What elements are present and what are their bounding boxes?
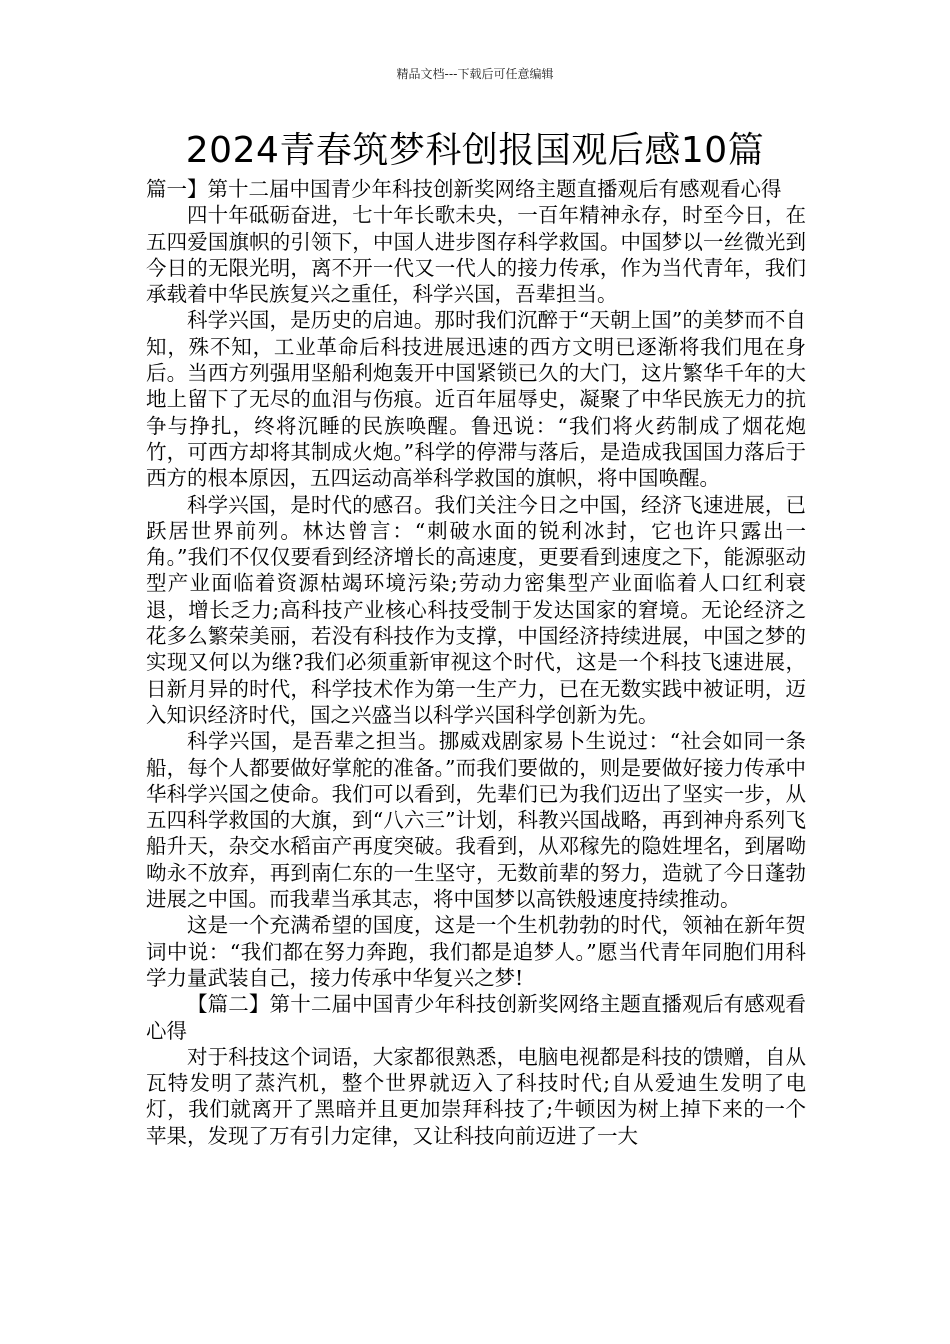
section-1-paragraph: 科学兴国，是历史的启迪。那时我们沉醉于“天朝上国”的美梦而不自知，殊不知，工业革命后科技进展迅速的西方文明已逐渐将我们甩在身后。当西方列强用坚船利炮轰开中国紧锁已久的大门，这片繁华千年的大地上留下了无尽的血泪与伤痕。近百年屈辱史，凝聚了中华民族无力的抗争与挣扎，终将沉睡的民族唤醒。鲁迅说：“我们将火药制成了烟花炮竹，可西方却将其制成火炮。”科学的停滞与落后，是造成我国国力落后于西方的根本原因，五四运动高举科学救国的旗帜，将中国唤醒。 [146,308,806,491]
section-1-paragraph: 科学兴国，是时代的感召。我们关注今日之中国，经济飞速进展，已跃居世界前列。林达曾言：“刺破水面的锐利冰封，它也许只露出一角。”我们不仅仅要看到经济增长的高速度，更要看到速度之下，能源驱动型产业面临着资源枯竭环境污染;劳动力密集型产业面临着人口红利衰退，增长乏力;高科技产业核心科技受制于发达国家的窘境。无论经济之花多么繁荣美丽，若没有科技作为支撑，中国经济持续进展，中国之梦的实现又何以为继?我们必须重新审视这个时代，这是一个科技飞速进展，日新月异的时代，科学技术作为第一生产力，已在无数实践中被证明，迈入知识经济时代，国之兴盛当以科学兴国科学创新为先。 [146,492,806,727]
section-2-paragraph: 对于科技这个词语，大家都很熟悉，电脑电视都是科技的馈赠，自从瓦特发明了蒸汽机，整个世界就迈入了科技时代;自从爱迪生发明了电灯，我们就离开了黑暗并且更加崇拜科技了;牛顿因为树上掉下来的一个苹果，发现了万有引力定律，又让科技向前迈进了一大 [146,1044,806,1148]
document-title: 2024青春筑梦科创报国观后感10篇 [185,130,765,171]
document-body [146,176,806,1149]
section-1-paragraph: 四十年砥砺奋进，七十年长歌未央，一百年精神永存，时至今日，在五四爱国旗帜的引领下，中国人进步图存科学救国。中国梦以一丝微光到今日的无限光明，离不开一代又一代人的接力传承，作为当代青年，我们承载着中华民族复兴之重任，科学兴国，吾辈担当。 [146,203,806,307]
section-2-heading: 【篇二】第十二届中国青少年科技创新奖网络主题直播观后有感观看心得 [146,992,806,1043]
section-1-paragraph: 科学兴国，是吾辈之担当。挪威戏剧家易卜生说过：“社会如同一条船，每个人都要做好掌舵的准备。”而我们要做的，则是要做好接力传承中华科学兴国之使命。我们可以看到，先辈们已为我们迈出了坚实一步，从五四科学救国的大旗，到“八六三”计划，科教兴国战略，再到神舟系列飞船升天，杂交水稻亩产再度突破。我看到，从邓稼先的隐姓埋名，到屠呦呦永不放弃，再到南仁东的一生坚守，无数前辈的努力，造就了今日蓬勃进展之中国。而我辈当承其志，将中国梦以高铁般速度持续推动。 [146,729,806,912]
section-1-paragraph: 这是一个充满希望的国度，这是一个生机勃勃的时代，领袖在新年贺词中说：“我们都在努力奔跑，我们都是追梦人。”愿当代青年同胞们用科学力量武装自己，接力传承中华复兴之梦! [146,913,806,990]
header-note: 精品文档---下载后可任意编辑 [396,67,554,81]
section-1-heading: 篇一】第十二届中国青少年科技创新奖网络主题直播观后有感观看心得 [146,177,782,201]
